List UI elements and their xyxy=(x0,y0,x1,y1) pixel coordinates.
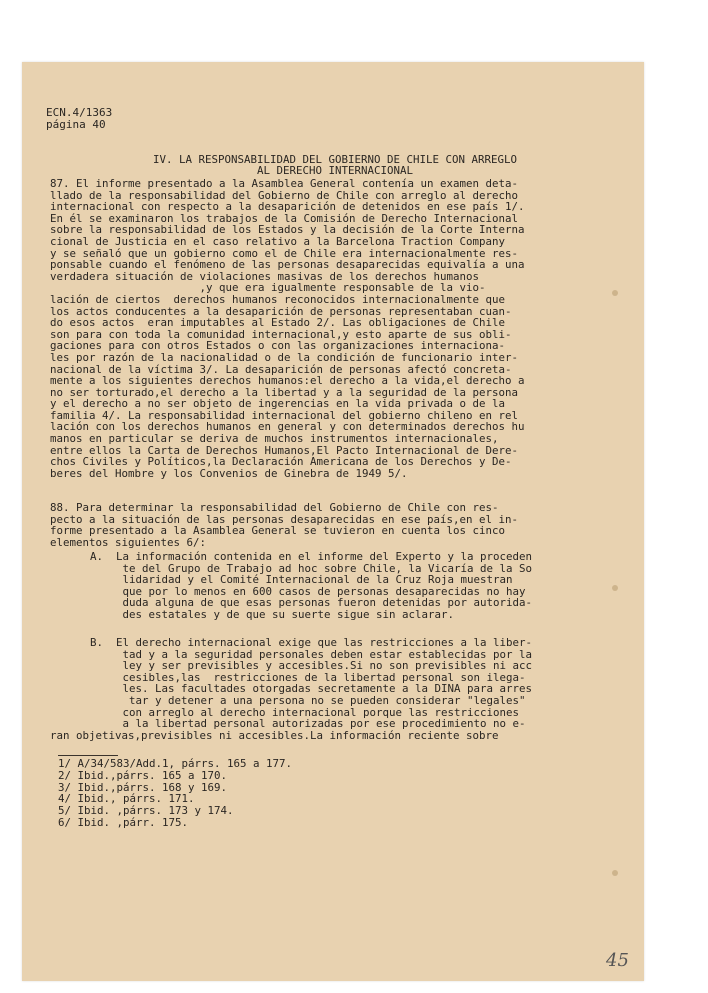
section-title xyxy=(50,154,620,176)
text-line: y se señaló que un gobierno como el de Chile era internacionalmente res- xyxy=(50,246,519,260)
footnote: 6/ Ibid. ,párr. 175. xyxy=(58,815,189,829)
text-line: pecto a la situación de las personas desaparecidas en ese país,en el in- xyxy=(50,512,519,526)
text-line: lidaridad y el Comité Internacional de la Cruz Roja muestran xyxy=(90,573,513,587)
text-line: lación con los derechos humanos en general y con determinados derechos hu xyxy=(50,420,525,434)
paragraph-87 xyxy=(50,178,525,479)
text-line: des estatales y de que su suerte sigue sin aclarar. xyxy=(90,607,455,621)
text-line: manos en particular se deriva de muchos instrumentos internacionales, xyxy=(50,432,499,446)
list-item-b xyxy=(50,636,533,742)
text-line: beres del Hombre y los Convenios de Ginebra de 1949 5/. xyxy=(50,466,408,480)
text-line: lación de ciertos derechos humanos reconocidos internacionalmente que xyxy=(50,292,506,306)
text-line: gaciones para con otros Estados o con las organizaciones internaciona- xyxy=(50,339,506,353)
paragraph-88 xyxy=(50,502,518,548)
text-line: ponsable cuando el fenómeno de las personas desaparecidas equivalía a una xyxy=(50,258,525,272)
text-line: familia 4/. La responsabilidad internacional del gobierno chileno en rel xyxy=(50,408,519,422)
page-number: página 40 xyxy=(46,118,106,131)
text-line: internacional con respecto a la desaparición de detenidos en ese país 1/. xyxy=(50,200,525,214)
text-line: entre ellos la Carta de Derechos Humanos,El Pacto Internacional de Dere- xyxy=(50,443,519,457)
doc-symbol: ECN.4/1363 xyxy=(46,106,113,119)
text-line: les. Las facultades otorgadas secretamente a la DINA para arres xyxy=(90,682,533,696)
text-line: A. La información contenida en el informe del Experto y la proceden xyxy=(90,550,533,563)
text-line: les por razón de la nacionalidad o de la condición de funcionario inter- xyxy=(50,350,519,364)
list-item-a xyxy=(90,551,532,621)
text-line: son para con toda la comunidad internacional,y esto aparte de sus obli- xyxy=(50,327,512,341)
text-line: ,y que era igualmente responsable de la vio- xyxy=(50,281,486,295)
punch-hole-mark xyxy=(612,870,618,876)
title-line: AL DERECHO INTERNACIONAL xyxy=(256,164,413,177)
text-line: los actos conducentes a la desaparición de personas representaban cuan- xyxy=(50,304,512,318)
footnote: 5/ Ibid. ,párrs. 173 y 174. xyxy=(58,804,234,818)
footnotes xyxy=(58,758,292,829)
footnote: 4/ Ibid., párrs. 171. xyxy=(58,792,195,806)
footnote: 1/ A/34/583/Add.1, párrs. 165 a 177. xyxy=(58,757,293,770)
punch-hole-mark xyxy=(612,585,618,591)
text-line: mente a los siguientes derechos humanos:el derecho a la vida,el derecho a xyxy=(50,374,525,388)
footnote: 3/ Ibid.,párrs. 168 y 169. xyxy=(58,780,228,794)
text-line: 88. Para determinar la responsabilidad del Gobierno de Chile con res- xyxy=(50,501,499,514)
text-line: que por lo menos en 600 casos de personas desaparecidas no hay xyxy=(90,584,526,598)
text-line: duda alguna de que esas personas fueron detenidas por autorida- xyxy=(90,596,533,610)
text-line: no ser torturado,el derecho a la libertad y a la seguridad de la persona xyxy=(50,385,519,399)
text-line: cesibles,las restricciones de la libertad personal son ilega- xyxy=(90,670,526,684)
text-line: te del Grupo de Trabajo ad hoc sobre Chile, la Vicaría de la So xyxy=(90,561,533,575)
text-line: cional de Justicia en el caso relativo a la Barcelona Traction Company xyxy=(50,234,506,248)
text-line: chos Civiles y Políticos,la Declaración Americana de los Derechos y De- xyxy=(50,455,512,469)
text-line: con arreglo al derecho internacional porque las restricciones xyxy=(90,705,520,719)
text-line: 87. El informe presentado a la Asamblea General contenía un examen deta- xyxy=(50,177,519,190)
text-line: llado de la responsabilidad del Gobierno de Chile con arreglo al derecho xyxy=(50,188,519,202)
text-line: B. El derecho internacional exige que las restricciones a la liber- xyxy=(90,636,533,649)
text-line: ran objetivas,previsibles ni accesibles.La información reciente sobre xyxy=(50,728,499,742)
text-line: forme presentado a la Asamblea General se tuvieron en cuenta los cinco xyxy=(50,524,506,538)
text-line: sobre la responsabilidad de los Estados y la decisión de la Corte Interna xyxy=(50,223,525,237)
handwritten-page-number: 45 xyxy=(606,950,629,971)
text-line: tar y detener a una persona no se pueden considerar "legales" xyxy=(90,693,526,707)
document-reference xyxy=(46,107,112,131)
text-line: a la libertad personal autorizadas por ese procedimiento no e- xyxy=(90,717,526,731)
text-line: ley y ser previsibles y accesibles.Si no son previsibles ni acc xyxy=(90,659,533,673)
text-line: En él se examinaron los trabajos de la Comisión de Derecho Internacional xyxy=(50,211,519,225)
text-line: verdadera situación de violaciones masivas de los derechos humanos xyxy=(50,269,480,283)
text-line: elementos siguientes 6/: xyxy=(50,535,207,549)
footnote: 2/ Ibid.,párrs. 165 a 170. xyxy=(58,768,228,782)
title-line: IV. LA RESPONSABILIDAD DEL GOBIERNO DE CHILE CON ARREGLO xyxy=(152,153,517,166)
text-line: do esos actos eran imputables al Estado 2/. Las obligaciones de Chile xyxy=(50,316,506,330)
punch-hole-mark xyxy=(612,290,618,296)
text-line: tad y a la seguridad personales deben estar establecidas por la xyxy=(90,647,533,661)
text-line: y el derecho a no ser objeto de ingerencias en la vida privada o de la xyxy=(50,397,506,411)
text-line: nacional de la víctima 3/. La desaparición de personas afectó concreta- xyxy=(50,362,512,376)
footnote-separator xyxy=(58,755,118,756)
